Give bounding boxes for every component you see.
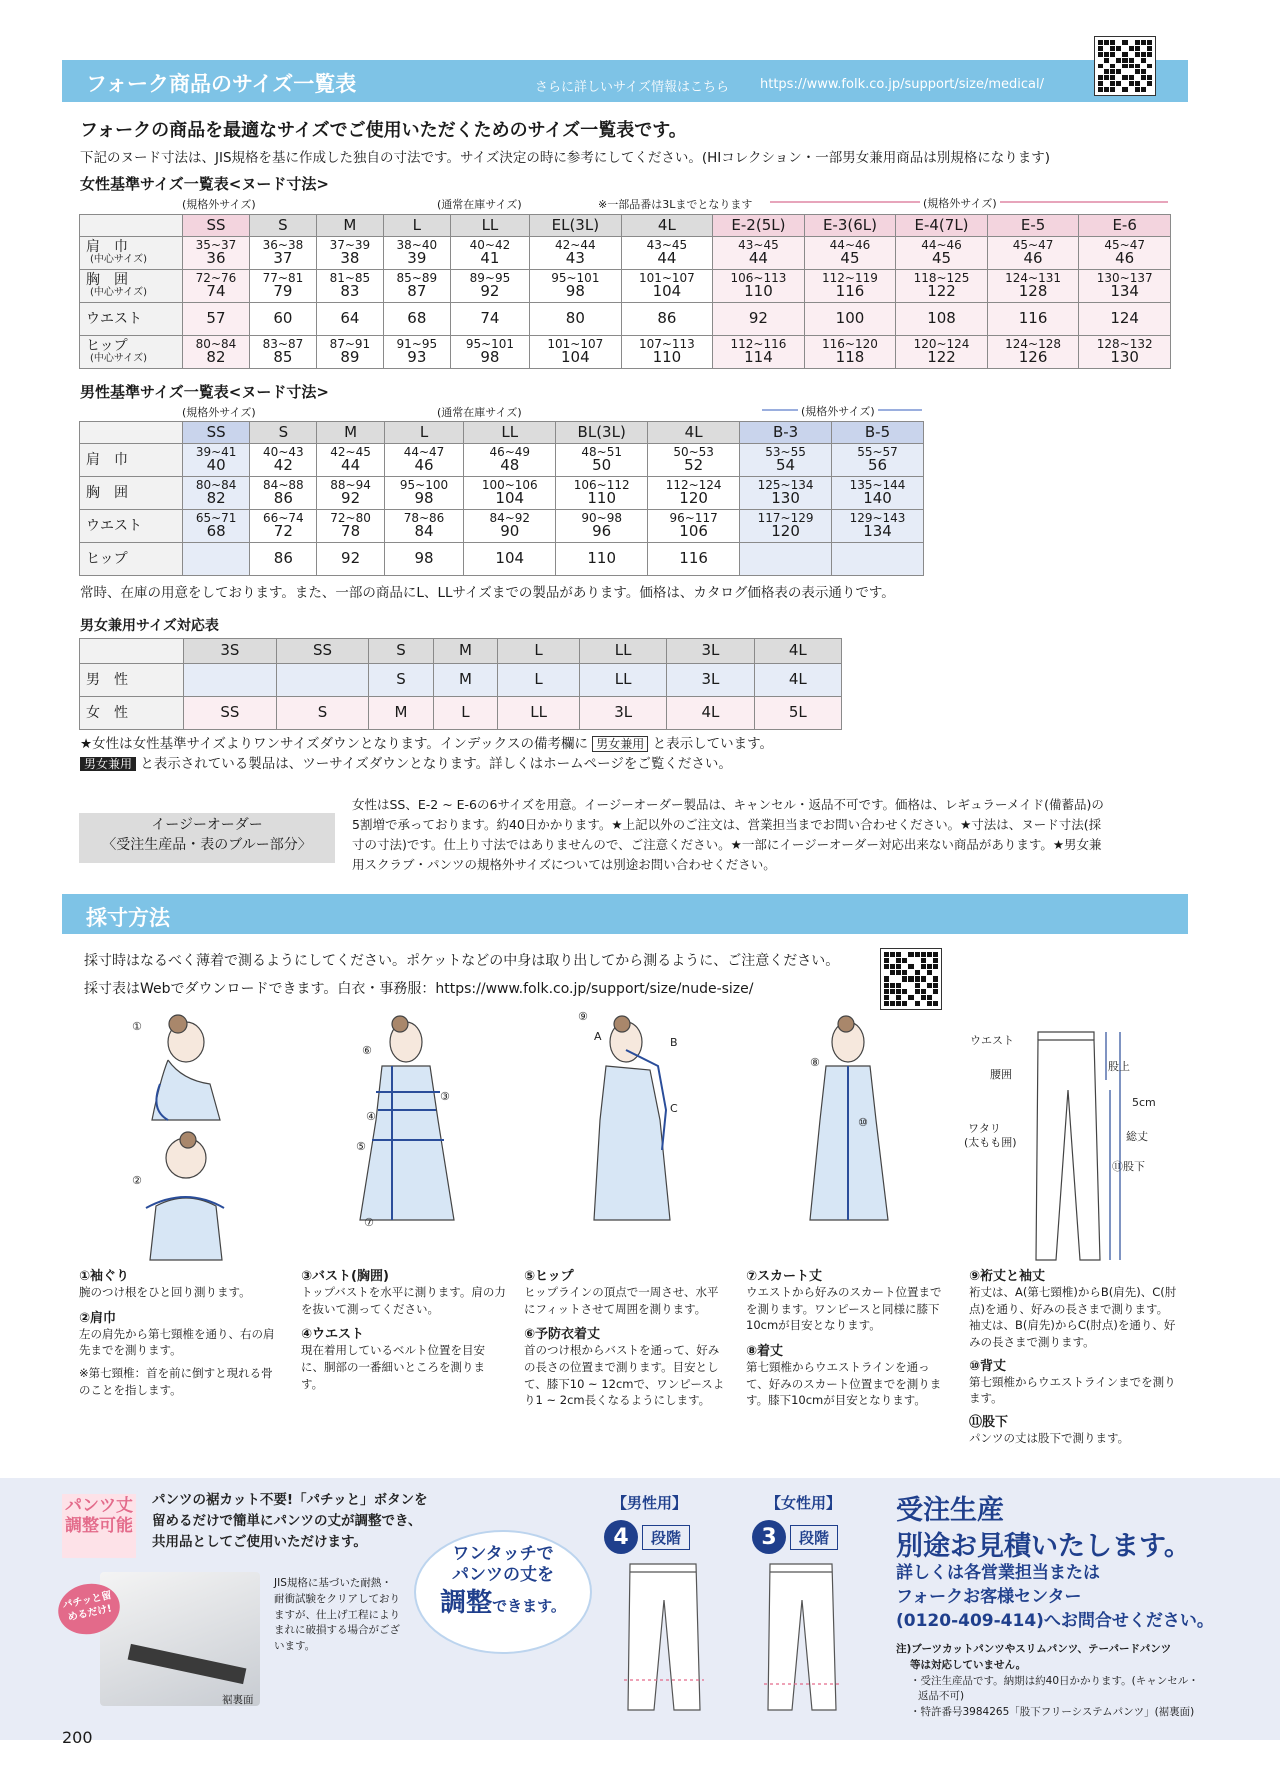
table-cell: S [276,697,369,730]
measure-item-desc: 第七頸椎からウエストラインまでを測ります。 [969,1374,1176,1406]
table-cell: 98 [384,543,464,576]
measure-line-1: 採寸時はなるべく薄着で測るようにしてください。ポケットなどの中身は取り出してから測るように、ご注意ください。 [84,953,840,969]
women-note-mid: (通常在庫サイズ) [437,198,522,211]
table-cell: 36~38 37 [249,237,316,270]
table-cell: 74 [450,303,529,336]
unisex-note-2-text: と表示されている製品は、ツーサイズダウンとなります。詳しくはホームページをご覧ください。 [140,756,732,772]
unisex-note-2 [80,755,732,773]
intro-headline: フォークの商品を最適なサイズでご使用いただくためのサイズ一覧表です。 [80,120,687,141]
easy-order-line: 5割増で承っております。約40日かかります。★上記以外のご注文は、営業担当までお問い合わせください。★寸法は、ヌード寸法(採 [352,817,1102,832]
table-cell: 118~125 122 [896,270,988,303]
table-cell: 129~143 134 [832,510,924,543]
table-cell: 53~55 54 [740,444,832,477]
measure-item-desc: 腕のつけ根をひと回り測ります。 [79,1285,251,1299]
female-steps-number: 3 [752,1520,786,1554]
table-cell: 35~37 36 [183,237,250,270]
fig-label-waist: ウエスト [970,1034,1014,1047]
hem-caption: 裾裏面 [222,1694,254,1706]
measure-item-title: ③バスト(胸囲) [301,1269,389,1284]
table-cell: 89~95 92 [450,270,529,303]
measure-item-desc: ※第七頸椎：首を前に倒すと現れる骨のことを指します。 [79,1366,273,1397]
easy-order-label-2: 〈受注生産品・表のブルー部分〉 [102,836,312,853]
hem-photo [100,1572,260,1706]
fig-label-C: C [670,1102,678,1115]
measure-item-desc: 第七頸椎からウエストラインを通って、好みのスカート位置までを測ります。膝下10cmが目安となります。 [746,1360,942,1408]
fig-label-7: ⑦ [364,1216,374,1229]
table-cell: 37~39 38 [316,237,383,270]
footer-notes [896,1642,1199,1721]
table-cell: 125~134 130 [740,477,832,510]
table-cell: 96~117 106 [648,510,740,543]
fig-label-matashita: ⑪股下 [1112,1160,1145,1173]
measure-item-title: ⑦スカート丈 [746,1269,823,1284]
women-row-label: ヒップ (中心サイズ) [80,336,183,369]
table-cell: 124 [1079,303,1171,336]
measure-item-title: ⑨裄丈と袖丈 [969,1269,1046,1284]
table-cell: S [369,664,433,697]
measure-item-desc: 首のつけ根からバストを通って、好みの長さの位置まで測ります。目安として、膝下10 ~ 12cmで、ワンピースより1 ~ 2cm長くなるようにします。 [524,1343,725,1408]
table-cell: 50~53 52 [648,444,740,477]
footer-note-line: ・特許番号3984265「股下フリーシステムパンツ」(裾裏面) [910,1706,1195,1718]
table-cell: 84~92 90 [464,510,556,543]
women-size-header: 4L [621,215,713,237]
table-cell: 107~113 110 [621,336,713,369]
table-cell: LL [498,697,580,730]
table-cell: 80 [530,303,622,336]
size-info-link[interactable]: https://www.folk.co.jp/support/size/medical/ [760,77,1044,92]
table-cell: 100 [804,303,896,336]
measure-item-title: ①袖ぐり [79,1269,130,1284]
unisex-size-header: L [498,639,580,664]
women-note-right: (規格外サイズ) [920,195,1000,211]
page-number: 200 [62,1728,93,1747]
male-steps-word: 段階 [642,1525,690,1550]
contact-line: 詳しくは各営業担当または [896,1563,1100,1583]
table-cell [184,664,277,697]
table-cell: 104 [464,543,556,576]
unisex-female-label: 女 性 [80,697,184,730]
table-cell: 72~80 78 [317,510,384,543]
men-size-header: B-3 [740,422,832,444]
table-cell: 85~89 87 [383,270,450,303]
pants-badge: パンツ丈調整可能 [62,1494,136,1558]
measure-line-2: 採寸表はWebでダウンロードできます。白衣・事務服：https://www.folk.co.jp/support/size/nude-size/ [84,981,754,997]
table-cell: LL [580,664,667,697]
easy-order-line: 用スクラブ・パンツの規格外サイズについては別途お問い合わせください。 [352,857,776,872]
measure-col-5 [969,1265,1179,1447]
female-steps-word: 段階 [790,1525,838,1550]
measure-item-title: ⑤ヒップ [524,1269,574,1284]
unisex-badge-dark: 男女兼用 [80,757,136,771]
men-size-table [79,421,924,576]
table-cell: 40~42 41 [450,237,529,270]
table-cell: 65~71 68 [183,510,250,543]
measure-item-title: ⑪股下 [969,1415,1009,1431]
women-row-label: ウエスト [80,303,183,336]
men-size-header: B-5 [832,422,924,444]
women-size-header: M [316,215,383,237]
women-note-left: (規格外サイズ) [182,198,256,211]
measure-col-4 [746,1265,951,1409]
table-cell: 80~84 82 [183,336,250,369]
one-touch-line: ワンタッチで [452,1544,554,1564]
table-cell: 66~74 72 [250,510,317,543]
table-cell: 124~131 128 [987,270,1079,303]
easy-order-text [352,795,1104,875]
contact-line: (0120-409-414)へお問合せください。 [896,1610,1214,1631]
table-cell: 95~100 98 [384,477,464,510]
unisex-male-label: 男 性 [80,664,184,697]
women-size-header: L [383,215,450,237]
unisex-size-header: SS [276,639,369,664]
unisex-size-header: 3S [184,639,277,664]
one-touch-emph: 調整 [440,1587,493,1618]
table-cell: 48~51 50 [556,444,648,477]
table-cell: 38~40 39 [383,237,450,270]
female-pants-icon [764,1564,842,1710]
table-cell: 43~45 44 [713,237,805,270]
male-steps-number: 4 [604,1520,638,1554]
table-cell: 64 [316,303,383,336]
table-cell: 120~124 122 [896,336,988,369]
table-cell: SS [184,697,277,730]
order-title-1: 受注生産 [896,1495,1004,1526]
table-cell: 42~45 44 [317,444,384,477]
fig-label-9: ⑨ [578,1010,588,1023]
measure-item-desc: 現在着用しているベルト位置を目安に、胴部の一番細いところを測ります。 [301,1343,485,1391]
table-cell: 100~106 104 [464,477,556,510]
measure-item-desc: パンツの丈は股下で測ります。 [969,1431,1130,1446]
table-cell: 78~86 84 [384,510,464,543]
footer-note-line: 注)ブーツカットパンツやスリムパンツ、テーパードパンツ [896,1643,1172,1655]
pants-text-line: 留めるだけで簡単にパンツの丈が調整でき、 [152,1512,422,1529]
footer-note-line: ・受注生産品です。納期は約40日かかります。(キャンセル・ [910,1674,1199,1687]
men-row-label: 胸 囲 [80,477,183,510]
qr-code-icon [1094,36,1156,96]
click-bubble: パチッと留めるだけ! [53,1578,124,1640]
measure-item-desc: ヒップラインの頂点で一周させ、水平にフィットさせて周囲を測ります。 [524,1285,719,1316]
women-size-header: E-6 [1079,215,1171,237]
table-cell: 117~129 120 [740,510,832,543]
women-size-header: E-4(7L) [896,215,988,237]
measure-item-desc: 裄丈は、A(第七頸椎)からB(肩先)、C(肘点)を通り、好みの長さまで測ります。袖丈は、B(肩先)からC(肘点)を通り、好みの長さまで測ります。 [969,1285,1177,1350]
fig-label-A: A [594,1030,602,1043]
men-size-header: S [250,422,317,444]
more-info-text: さらに詳しいサイズ情報はこちら [535,80,729,95]
footer-note-line: 返品不可) [918,1690,965,1703]
measure-col-3 [524,1265,729,1409]
stock-note: 常時、在庫の用意をしております。また、一部の商品にL、LLサイズまでの製品があります。価格は、カタログ価格表の表示通りです。 [80,585,895,601]
fig-label-10: ⑩ [858,1116,868,1129]
table-cell: 3L [667,664,754,697]
contact-text [896,1562,1214,1633]
pants-illustrations [610,1560,860,1720]
table-cell: 40~43 42 [250,444,317,477]
table-cell: 44~47 46 [384,444,464,477]
table-cell [832,543,924,576]
easy-order-line: 女性はSS、E-2 ~ E-6の6サイズを用意。イージーオーダー製品は、キャンセル・返品不可です。価格は、レギュラーメイド(備蓄品)の [352,797,1104,812]
footer-note-line: 等は対応していません。 [910,1658,1027,1671]
table-cell: 44~46 45 [896,237,988,270]
measurement-figures [70,1010,1250,1270]
women-size-header: E-5 [987,215,1079,237]
fig-label-hip: 腰囲 [990,1068,1012,1081]
male-label: 【男性用】 [612,1494,688,1512]
women-size-header: SS [183,215,250,237]
fig-label-kamiage: 股上 [1108,1060,1130,1073]
figure-2-back [146,1132,224,1260]
jis-note: JIS規格に基づいた耐熱・耐衝試験をクリアしておりますが、仕上げ工程によりまれに破損する場合がございます。 [274,1577,400,1652]
table-cell: 83~87 85 [249,336,316,369]
table-cell: 112~116 114 [713,336,805,369]
men-note-mid: (通常在庫サイズ) [437,406,522,419]
fig-label-2: ② [132,1174,142,1187]
measure-item-title: ⑥予防衣着丈 [524,1327,601,1343]
male-steps [604,1520,690,1554]
one-touch-line [416,1587,590,1620]
measure-banner [62,894,1188,934]
table-cell: 128~132 130 [1079,336,1171,369]
women-row-label: 肩 巾 (中心サイズ) [80,237,183,270]
measure-item-desc: トップバストを水平に測ります。肩の力を抜いて測ってください。 [301,1285,506,1316]
table-cell: 87~91 89 [316,336,383,369]
fig-label-5cm: 5cm [1132,1096,1156,1109]
women-size-table [79,214,1171,369]
male-pants-icon [624,1564,704,1710]
measure-item-desc: ウエストから好みのスカート位置までを測ります。ワンピースと同様に膝下10cmが目安となります。 [746,1285,942,1333]
unisex-table-title: 男女兼用サイズ対応表 [80,618,219,634]
table-cell: 101~107 104 [530,336,622,369]
women-size-header: E-3(6L) [804,215,896,237]
men-table-title: 男性基準サイズ一覧表<ヌード寸法> [80,383,329,401]
men-corner [80,422,183,444]
measure-item-title: ⑩背丈 [969,1358,1007,1374]
men-row-label: ヒップ [80,543,183,576]
table-cell: 116 [987,303,1079,336]
table-cell [276,664,369,697]
table-cell: 72~76 74 [183,270,250,303]
fig-label-watari: ワタリ [968,1122,1001,1135]
fig-label-3: ③ [440,1090,450,1103]
female-steps [752,1520,838,1554]
contact-line: フォークお客様センター [896,1586,1082,1607]
measure-col-1 [79,1265,284,1398]
men-note-right: (規格外サイズ) [798,403,878,419]
table-cell: 130~137 134 [1079,270,1171,303]
pants-text [152,1490,428,1553]
table-cell: 86 [250,543,317,576]
table-cell: 55~57 56 [832,444,924,477]
men-size-header: M [317,422,384,444]
figure-4-side [594,1016,670,1220]
table-cell: 86 [621,303,713,336]
unisex-note-1 [80,735,773,753]
table-cell: 4L [754,664,841,697]
table-cell: L [498,664,580,697]
table-cell: 92 [713,303,805,336]
table-cell: 112~119 116 [804,270,896,303]
fig-label-B: B [670,1036,678,1049]
table-cell: 84~88 86 [250,477,317,510]
easy-order-label-box [79,813,335,863]
female-label: 【女性用】 [766,1494,842,1512]
unisex-size-header: S [369,639,433,664]
table-cell [740,543,832,576]
women-size-header: E-2(5L) [713,215,805,237]
table-cell: 3L [580,697,667,730]
table-cell: 95~101 98 [530,270,622,303]
table-cell: 110 [556,543,648,576]
table-cell: 45~47 46 [987,237,1079,270]
easy-order-label-1: イージーオーダー [151,817,263,833]
table-cell: M [369,697,433,730]
men-row-label: ウエスト [80,510,183,543]
hem-stripe [128,1644,247,1684]
figure-5-back [810,1016,888,1220]
table-cell: L [433,697,497,730]
men-size-header: LL [464,422,556,444]
table-cell: 108 [896,303,988,336]
table-cell: 112~124 120 [648,477,740,510]
unisex-note-1b: と表示しています。 [652,736,773,752]
unisex-note-1a: ★女性は女性基準サイズよりワンサイズダウンとなります。インデックスの備考欄に [80,736,588,752]
table-cell: 4L [667,697,754,730]
fig-label-watari-2: (太もも囲) [964,1136,1017,1149]
men-size-header: L [384,422,464,444]
table-cell: 88~94 92 [317,477,384,510]
table-cell: 42~44 43 [530,237,622,270]
men-size-header: BL(3L) [556,422,648,444]
table-cell: 68 [383,303,450,336]
women-row-label: 胸 囲 (中心サイズ) [80,270,183,303]
table-cell: 77~81 79 [249,270,316,303]
fig-label-8: ⑧ [810,1056,820,1069]
page-title: フォーク商品のサイズ一覧表 [86,72,357,96]
table-cell: 39~41 40 [183,444,250,477]
one-touch-bubble [414,1530,592,1654]
qr-code-icon [880,948,942,1010]
women-size-header: EL(3L) [530,215,622,237]
table-cell: 106~112 110 [556,477,648,510]
fig-label-1: ① [132,1020,142,1033]
table-cell: 92 [317,543,384,576]
measure-item-desc: 左の肩先から第七頸椎を通り、右の肩先までを測ります。 [79,1326,275,1358]
table-cell: 60 [249,303,316,336]
unisex-size-header: M [433,639,497,664]
measure-title: 採寸方法 [86,906,170,930]
measure-item-title: ④ウエスト [301,1327,365,1343]
one-touch-tail: できます。 [492,1596,566,1615]
unisex-size-header: LL [580,639,667,664]
table-cell: 106~113 110 [713,270,805,303]
table-cell: 116~120 118 [804,336,896,369]
table-cell: 90~98 96 [556,510,648,543]
easy-order-line: 寸の寸法)です。仕上り寸法ではありませんので、ご注意ください。★一部にイージーオーダー対応出来ない商品があります。★男女兼 [352,837,1102,852]
measure-item-title: ⑧着丈 [746,1344,784,1360]
women-table-title: 女性基準サイズ一覧表<ヌード寸法> [80,175,329,193]
table-cell: 101~107 104 [621,270,713,303]
table-cell: 81~85 83 [316,270,383,303]
pants-text-line: 共用品としてご使用いただけます。 [152,1533,367,1550]
table-cell: 45~47 46 [1079,237,1171,270]
table-cell: 80~84 82 [183,477,250,510]
fig-label-4: ④ [366,1110,376,1123]
figure-1-profile [152,1015,220,1120]
table-cell: 124~128 126 [987,336,1079,369]
table-cell: 43~45 44 [621,237,713,270]
unisex-corner [80,639,184,664]
table-cell: M [433,664,497,697]
unisex-inline-badge: 男女兼用 [592,736,648,752]
women-corner [80,215,183,237]
table-cell [183,543,250,576]
table-cell: 46~49 48 [464,444,556,477]
unisex-size-table [79,638,842,730]
men-size-header: SS [183,422,250,444]
intro-sub: 下記のヌード寸法は、JIS規格を基に作成した独自の寸法です。サイズ決定の時に参考にしてください。(HIコレクション・一部男女兼用商品は別規格になります) [80,150,1050,166]
unisex-size-header: 4L [754,639,841,664]
women-size-header: S [249,215,316,237]
table-cell: 44~46 45 [804,237,896,270]
men-size-header: 4L [648,422,740,444]
table-cell: 5L [754,697,841,730]
order-title-2: 別途お見積いたします。 [896,1531,1191,1562]
table-cell: 91~95 93 [383,336,450,369]
women-note-3l: ※一部品番は3Lまでとなります [598,198,753,211]
measure-col-2 [301,1265,506,1392]
fig-label-5: ⑤ [356,1140,366,1153]
pants-text-line: パンツの裾カット不要!「パチッと」ボタンを [152,1492,428,1508]
measure-item-title: ②肩巾 [79,1310,117,1326]
men-note-left: (規格外サイズ) [182,406,256,419]
men-row-label: 肩 巾 [80,444,183,477]
table-cell: 135~144 140 [832,477,924,510]
fig-label-6: ⑥ [362,1044,372,1057]
table-cell: 116 [648,543,740,576]
women-size-header: LL [450,215,529,237]
fig-label-soutake: 総丈 [1126,1130,1148,1143]
unisex-size-header: 3L [667,639,754,664]
table-cell: 95~101 98 [450,336,529,369]
table-cell: 57 [183,303,250,336]
one-touch-line: パンツの丈を [452,1565,554,1586]
